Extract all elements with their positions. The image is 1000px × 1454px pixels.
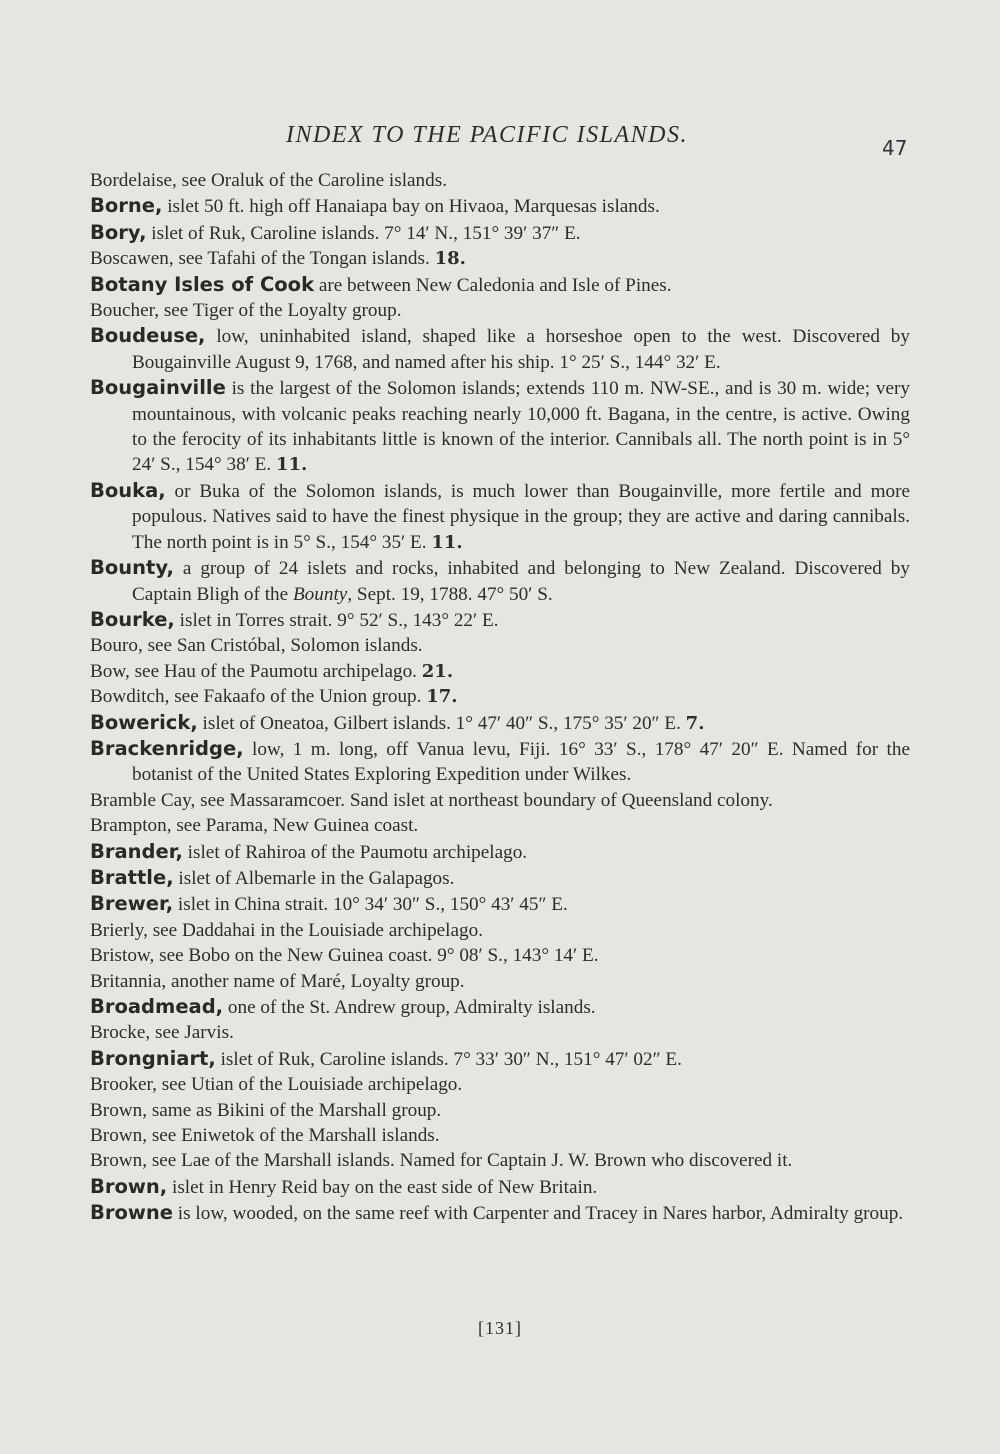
entry-text: islet of Albemarle in the Galapagos.	[173, 867, 455, 889]
index-entry	[90, 1020, 910, 1045]
entry-text: islet in Torres strait. 9° 52′ S., 143° 22′ E.	[174, 609, 499, 631]
index-entry	[90, 555, 910, 607]
chart-reference-number: 21.	[421, 660, 454, 682]
index-entry	[90, 168, 910, 193]
entry-text: Brocke, see Jarvis.	[90, 1022, 234, 1044]
index-entry	[90, 478, 910, 555]
entry-headword: Brewer,	[90, 892, 174, 916]
entry-text: islet 50 ft. high off Hanaiapa bay on Hivaoa, Marquesas islands.	[162, 196, 660, 218]
entry-text: Britannia, another name of Maré, Loyalty group.	[90, 970, 465, 992]
entry-text: Brampton, see Parama, New Guinea coast.	[90, 815, 419, 837]
index-entry	[90, 1072, 910, 1097]
entry-headword: Brattle,	[90, 865, 174, 889]
entry-headword: Bourke,	[90, 607, 175, 631]
index-entries	[90, 168, 910, 1227]
index-entry	[90, 246, 910, 271]
entry-text: , Sept. 19, 1788. 47° 50′ S.	[347, 583, 553, 605]
entry-text: are between New Caledonia and Isle of Pines.	[314, 274, 672, 296]
index-entry	[90, 710, 910, 736]
index-entry	[90, 684, 910, 709]
index-entry	[90, 969, 910, 994]
entry-text: Brierly, see Daddahai in the Louisiade archipelago.	[90, 919, 484, 941]
page-number: 47	[882, 136, 908, 160]
entry-text: Boucher, see Tiger of the Loyalty group.	[90, 300, 402, 322]
entry-text: islet of Rahiroa of the Paumotu archipelago.	[182, 841, 528, 863]
entry-text: islet of Ruk, Caroline islands. 7° 14′ N., 151° 39′ 37″ E.	[146, 222, 581, 244]
entry-headword: Brackenridge,	[90, 736, 244, 760]
entry-headword: Boudeuse,	[90, 324, 206, 348]
chart-reference-number: 18.	[434, 248, 466, 270]
entry-headword: Bory,	[90, 220, 147, 244]
entry-headword: Bowerick,	[90, 710, 198, 734]
entry-text: Brown, see Eniwetok of the Marshall islands.	[90, 1125, 440, 1147]
index-entry	[90, 736, 910, 788]
entry-text: Boscawen, see Tafahi of the Tongan islands.	[90, 248, 435, 270]
index-entry	[90, 865, 910, 891]
signature-mark: [131]	[478, 1318, 522, 1338]
index-entry	[90, 298, 910, 323]
chart-reference-number: 17.	[426, 686, 458, 708]
index-entry	[90, 994, 910, 1020]
entry-headword: Bouka,	[90, 478, 166, 502]
index-entry	[90, 607, 910, 633]
index-entry	[90, 1200, 910, 1226]
index-entry	[90, 193, 910, 219]
entry-text: Brooker, see Utian of the Louisiade archipelago.	[90, 1074, 463, 1096]
index-entry	[90, 891, 910, 917]
entry-text: Bow, see Hau of the Paumotu archipelago.	[90, 660, 422, 682]
entry-text: islet in China strait. 10° 34′ 30″ S., 150° 43′ 45″ E.	[173, 894, 568, 916]
entry-text: one of the St. Andrew group, Admiralty islands.	[223, 997, 596, 1018]
entry-headword: Broadmead,	[90, 995, 224, 1018]
entry-text: islet of Ruk, Caroline islands. 7° 33′ 30″ N., 151° 47′ 02″ E.	[215, 1048, 682, 1070]
chart-reference-number: 11.	[276, 454, 308, 476]
entry-italic-text: Bounty	[292, 583, 348, 605]
index-entry	[90, 1123, 910, 1148]
index-entry	[90, 1098, 910, 1123]
entry-text: Bouro, see San Cristóbal, Solomon islands.	[90, 635, 423, 657]
entry-text: Bowditch, see Fakaafo of the Union group.	[90, 686, 427, 708]
index-entry	[90, 633, 910, 658]
entry-headword: Brown,	[90, 1174, 168, 1198]
entry-text: low, 1 m. long, off Vanua levu, Fiji. 16° 33′ S., 178° 47′ 20″ E. Named for the botanist of the United States Exploring Expedition under Wilkes.	[132, 738, 910, 786]
index-entry	[90, 323, 910, 375]
chart-reference-number: 7.	[685, 712, 705, 734]
entry-text: is low, wooded, on the same reef with Carpenter and Tracey in Nares harbor, Admiralty group.	[173, 1203, 904, 1225]
entry-text: Brown, see Lae of the Marshall islands. Named for Captain J. W. Brown who discovered it.	[90, 1150, 793, 1172]
index-entry	[90, 813, 910, 838]
index-entry	[90, 220, 910, 246]
index-entry	[90, 1148, 910, 1173]
index-entry	[90, 918, 910, 943]
entry-headword: Brongniart,	[90, 1046, 216, 1070]
index-entry	[90, 1174, 910, 1200]
entry-text: Bordelaise, see Oraluk of the Caroline islands.	[90, 170, 448, 191]
index-entry	[90, 839, 910, 865]
index-entry	[90, 943, 910, 968]
entry-text: is the largest of the Solomon islands; extends 110 m. NW-SE., and is 30 m. wide; very mountainous, with volcanic peaks reaching nearly 10,000 ft. Bagana, in the centre, is active. Owing to the ferocity of its inhabitants little is known of the interior. Cannibals all. The north point is in 5° 24′ S., 154° 38′ E.	[132, 378, 910, 476]
entry-text: low, uninhabited island, shaped like a horseshoe open to the west. Discovered by Bougainville August 9, 1768, and named after his ship. 1° 25′ S., 144° 32′ E.	[132, 326, 910, 373]
running-title: INDEX TO THE PACIFIC ISLANDS.	[286, 122, 688, 148]
index-entry	[90, 375, 910, 478]
entry-text: islet in Henry Reid bay on the east side of New Britain.	[167, 1176, 598, 1198]
entry-text: Bramble Cay, see Massaramcoer. Sand islet at northeast boundary of Queensland colony.	[90, 789, 773, 811]
entry-text: a group of 24 islets and rocks, inhabited and belonging to New Zealand. Discovered by Captain Bligh of the	[132, 558, 910, 605]
page-header	[0, 122, 1000, 162]
index-entry	[90, 659, 910, 684]
entry-headword: Bounty,	[90, 556, 174, 580]
chart-reference-number: 11.	[431, 531, 463, 553]
index-entry	[90, 1046, 910, 1072]
entry-headword: Brander,	[90, 839, 183, 863]
entry-text: Brown, same as Bikini of the Marshall group.	[90, 1099, 442, 1121]
entry-headword: Browne	[90, 1201, 173, 1225]
entry-headword: Bougainville	[90, 376, 226, 400]
entry-text: Bristow, see Bobo on the New Guinea coast. 9° 08′ S., 143° 14′ E.	[90, 945, 599, 967]
entry-text: or Buka of the Solomon islands, is much lower than Bougainville, more fertile and more populous. Natives said to have the finest physique in the group; they are active and daring cannibals. The north point is in 5° S., 154° 35′ E.	[132, 480, 910, 553]
index-entry	[90, 272, 910, 298]
entry-text: islet of Oneatoa, Gilbert islands. 1° 47′ 40″ S., 175° 35′ 20″ E.	[197, 712, 686, 734]
index-entry	[90, 788, 910, 813]
entry-headword: Borne,	[90, 194, 163, 218]
entry-headword: Botany Isles of Cook	[90, 272, 315, 296]
